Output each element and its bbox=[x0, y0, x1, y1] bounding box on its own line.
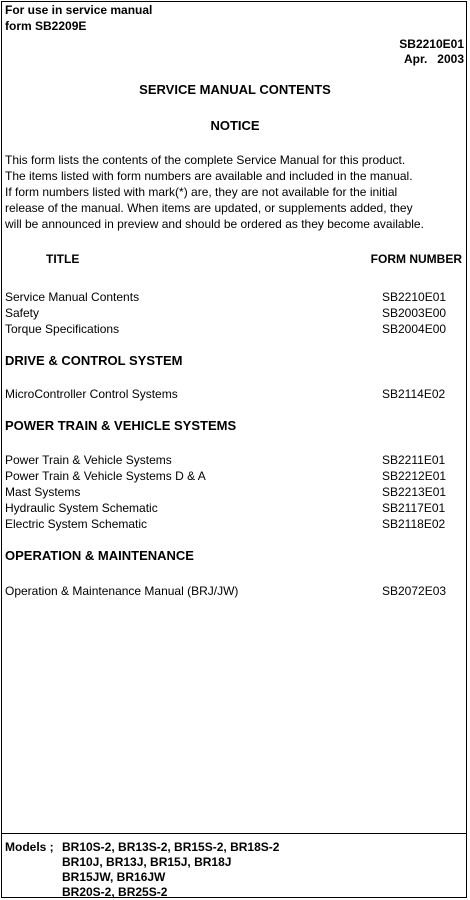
usage-note bbox=[5, 2, 152, 34]
contents-group-drive-control bbox=[5, 386, 458, 402]
item-title: Operation & Maintenance Manual (BRJ/JW) bbox=[5, 584, 239, 598]
item-title: Safety bbox=[5, 306, 40, 320]
item-title: Power Train & Vehicle Systems D & A bbox=[5, 469, 206, 483]
contents-row bbox=[5, 305, 458, 321]
footer-divider bbox=[1, 833, 467, 834]
notice-body: This form lists the contents of the complete Service Manual for this product. The items listed with form numbers are available and included in the manual. If form numbers listed with mark(*) are, they are not available for the initial release of the manual. When items are updated, or supplements added, they will be announced in preview and should be ordered as they become available. bbox=[5, 153, 424, 231]
usage-note-line1: For use in service manual bbox=[5, 3, 153, 17]
issue-date: Apr. 2003 bbox=[403, 52, 464, 66]
model-group: BR20S-2, BR25S-2 bbox=[62, 885, 168, 899]
document-id bbox=[399, 37, 464, 67]
page-border bbox=[1, 1, 467, 898]
contents-group-general bbox=[5, 289, 458, 337]
models-list bbox=[5, 840, 279, 900]
model-group: BR10S-2, BR13S-2, BR15S-2, BR18S-2 bbox=[62, 840, 280, 854]
contents-row bbox=[5, 516, 458, 532]
page-title: SERVICE MANUAL CONTENTS bbox=[139, 82, 331, 97]
model-group: BR10J, BR13J, BR15J, BR18J bbox=[62, 855, 232, 869]
item-form-number: SB2118E02 bbox=[382, 517, 446, 531]
models-line bbox=[5, 870, 279, 885]
item-form-number: SB2114E02 bbox=[382, 387, 446, 401]
contents-row bbox=[5, 500, 458, 516]
section-heading-drive-control: DRIVE & CONTROL SYSTEM bbox=[5, 353, 183, 368]
item-title: Torque Specifications bbox=[5, 322, 120, 336]
item-form-number: SB2211E01 bbox=[382, 453, 446, 467]
item-title: MicroController Control Systems bbox=[5, 387, 178, 401]
contents-row bbox=[5, 583, 458, 599]
item-title: Service Manual Contents bbox=[5, 290, 140, 304]
column-header-form-number: FORM NUMBER bbox=[370, 252, 462, 266]
column-header-title: TITLE bbox=[46, 252, 80, 266]
section-heading-power-train: POWER TRAIN & VEHICLE SYSTEMS bbox=[5, 418, 237, 433]
item-form-number: SB2212E01 bbox=[382, 469, 447, 483]
contents-row bbox=[5, 321, 458, 337]
section-heading-operation-maintenance: OPERATION & MAINTENANCE bbox=[5, 548, 194, 563]
contents-group-operation-maintenance bbox=[5, 583, 458, 599]
item-form-number: SB2004E00 bbox=[382, 322, 447, 336]
item-title: Hydraulic System Schematic bbox=[5, 501, 158, 515]
item-title: Mast Systems bbox=[5, 485, 81, 499]
item-form-number: SB2072E03 bbox=[382, 584, 447, 598]
item-title: Electric System Schematic bbox=[5, 517, 148, 531]
model-group: BR15JW, BR16JW bbox=[62, 870, 166, 884]
notice-heading: NOTICE bbox=[210, 118, 260, 133]
contents-row bbox=[5, 468, 458, 484]
models-line bbox=[5, 855, 279, 870]
models-line bbox=[5, 840, 279, 855]
item-form-number: SB2117E01 bbox=[382, 501, 446, 515]
item-form-number: SB2213E01 bbox=[382, 485, 447, 499]
form-number: SB2210E01 bbox=[399, 37, 464, 51]
item-form-number: SB2210E01 bbox=[382, 290, 447, 304]
contents-row bbox=[5, 386, 458, 402]
contents-row bbox=[5, 484, 458, 500]
models-label: Models ; bbox=[5, 840, 54, 854]
item-title: Power Train & Vehicle Systems bbox=[5, 453, 172, 467]
usage-note-line2: form SB2209E bbox=[5, 19, 87, 33]
contents-row bbox=[5, 452, 458, 468]
models-line bbox=[5, 885, 279, 900]
contents-row bbox=[5, 289, 458, 305]
item-form-number: SB2003E00 bbox=[382, 306, 447, 320]
contents-group-power-train bbox=[5, 452, 458, 532]
